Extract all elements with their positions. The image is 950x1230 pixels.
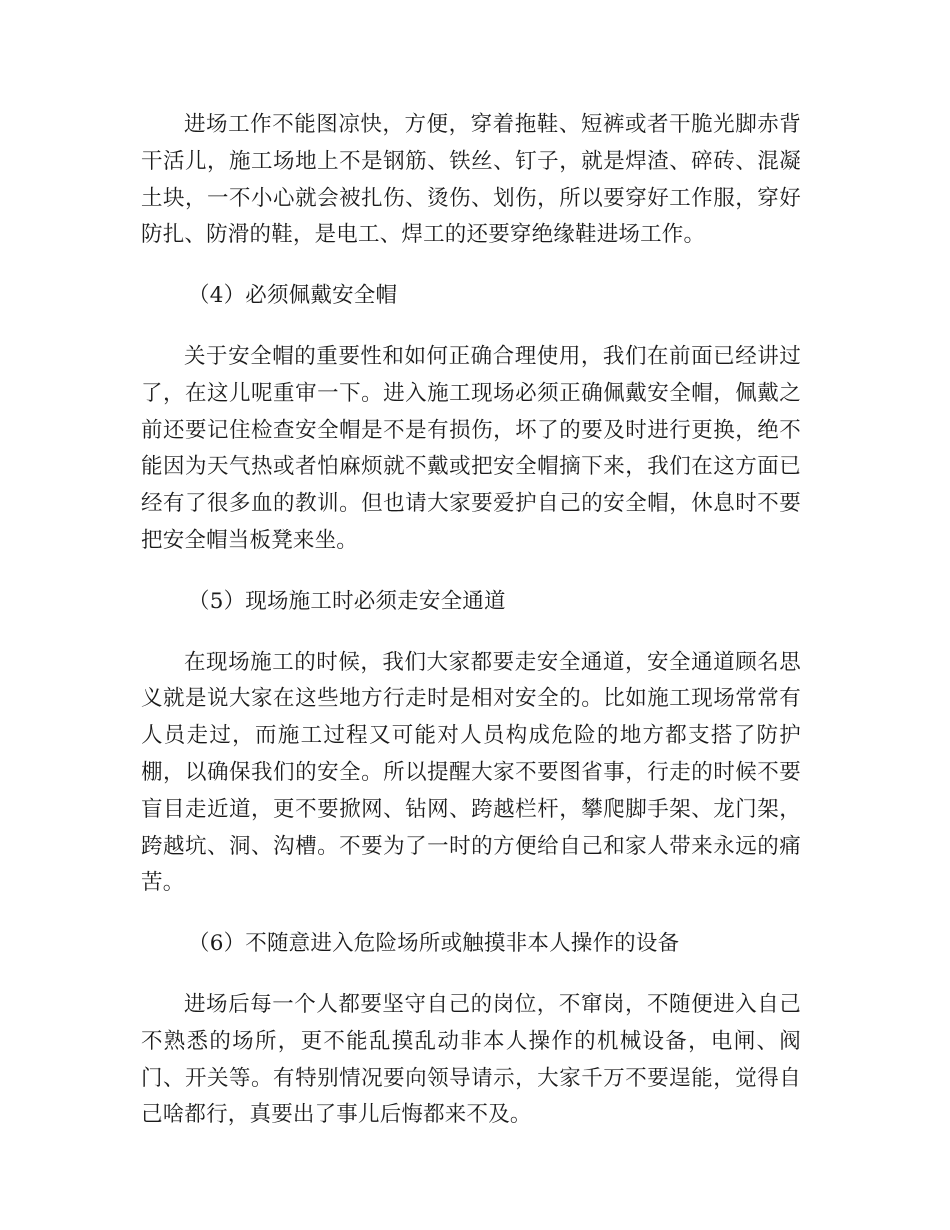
paragraph-dangerous-areas: 进场后每一个人都要坚守自己的岗位，不窜岗，不随便进入自己不熟悉的场所，更不能乱摸乱动非本人操作的机械设备，电闸、阀门、开关等。有特别情况要向领导请示，大家千万不要逞能，觉得自己啥都行，真要出了事儿后悔都来不及。 <box>141 991 801 1128</box>
paragraph-safety-helmet: 关于安全帽的重要性和如何正确合理使用，我们在前面已经讲过了，在这儿呢重审一下。进入施工现场必须正确佩戴安全帽，佩戴之前还要记住检查安全帽是不是有损伤，坏了的要及时进行更换，绝不能因为天气热或者怕麻烦就不戴或把安全帽摘下来，我们在这方面已经有了很多血的教训。但也请大家要爱护自己的安全帽，休息时不要把安全帽当板凳来坐。 <box>141 343 801 553</box>
heading-dangerous-areas: （6）不随意进入危险场所或触摸非本人操作的设备 <box>188 931 680 957</box>
document-body <box>141 107 801 1158</box>
paragraph-work-clothing: 进场工作不能图凉快，方便，穿着拖鞋、短裤或者干脆光脚赤背干活儿，施工场地上不是钢筋、铁丝、钉子，就是焊渣、碎砖、混凝土块，一不小心就会被扎伤、烫伤、划伤，所以要穿好工作服，穿好防扎、防滑的鞋，是电工、焊工的还要穿绝缘鞋进场工作。 <box>141 112 801 248</box>
paragraph-safety-passage: 在现场施工的时候，我们大家都要走安全通道，安全通道顾名思义就是说大家在这些地方行走时是相对安全的。比如施工现场常常有人员走过，而施工过程又可能对人员构成危险的地方都支搭了防护棚，以确保我们的安全。所以提醒大家不要图省事，行走的时候不要盲目走近道，更不要掀网、钻网、跨越栏杆，攀爬脚手架、龙门架，跨越坑、洞、沟槽。不要为了一时的方便给自己和家人带来永远的痛苦。 <box>141 649 801 896</box>
heading-safety-passage: （5）现场施工时必须走安全通道 <box>188 588 506 614</box>
heading-safety-helmet: （4）必须佩戴安全帽 <box>188 283 398 309</box>
